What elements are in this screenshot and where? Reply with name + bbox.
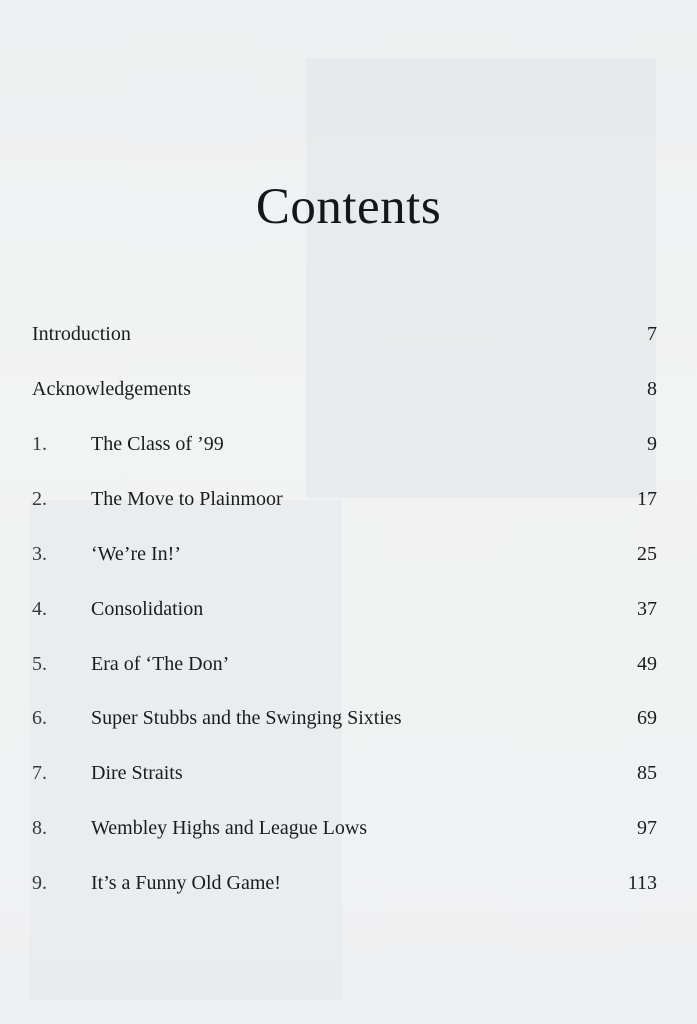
- toc-entry-chapter-9[interactable]: [0, 872, 697, 902]
- toc-entry-page: 8: [647, 378, 657, 400]
- toc-entry-introduction[interactable]: [0, 323, 697, 353]
- toc-entry-page: 113: [627, 872, 657, 894]
- toc-entry-label: The Class of ’99: [91, 433, 224, 455]
- toc-entry-chapter-1[interactable]: [0, 433, 697, 463]
- show-through-cover: [30, 500, 342, 1000]
- toc-entry-chapter-3[interactable]: [0, 543, 697, 573]
- toc-entry-label: ‘We’re In!’: [91, 543, 181, 565]
- toc-entry-chapter-4[interactable]: [0, 598, 697, 628]
- toc-entry-label: Introduction: [32, 323, 131, 345]
- toc-entry-page: 37: [637, 598, 657, 620]
- toc-entry-number: 6.: [32, 707, 47, 729]
- toc-entry-page: 69: [637, 707, 657, 729]
- toc-entry-page: 17: [637, 488, 657, 510]
- toc-entry-label: Consolidation: [91, 598, 204, 620]
- toc-entry-page: 97: [637, 817, 657, 839]
- toc-entry-acknowledgements[interactable]: [0, 378, 697, 408]
- toc-entry-number: 9.: [32, 872, 47, 894]
- toc-entry-label: Super Stubbs and the Swinging Sixties: [91, 707, 402, 729]
- toc-entry-page: 85: [637, 762, 657, 784]
- toc-entry-number: 7.: [32, 762, 47, 784]
- show-through-image: [306, 58, 656, 498]
- toc-entry-chapter-7[interactable]: [0, 762, 697, 792]
- toc-entry-number: 4.: [32, 598, 47, 620]
- toc-entry-label: Wembley Highs and League Lows: [91, 817, 368, 839]
- toc-entry-number: 3.: [32, 543, 47, 565]
- toc-entry-page: 7: [647, 323, 657, 345]
- toc-entry-chapter-8[interactable]: [0, 817, 697, 847]
- toc-entry-label: Acknowledgements: [32, 378, 191, 400]
- page-title: Contents: [255, 179, 442, 235]
- toc-entry-label: The Move to Plainmoor: [91, 488, 283, 510]
- toc-entry-chapter-2[interactable]: [0, 488, 697, 518]
- toc-entry-chapter-6[interactable]: [0, 707, 697, 737]
- toc-entry-label: Era of ‘The Don’: [91, 653, 230, 675]
- toc-entry-number: 2.: [32, 488, 47, 510]
- toc-entry-label: Dire Straits: [91, 762, 183, 784]
- toc-entry-number: 5.: [32, 653, 47, 675]
- toc-entry-number: 1.: [32, 433, 47, 455]
- toc-entry-label: It’s a Funny Old Game!: [91, 872, 281, 894]
- toc-entry-page: 25: [637, 543, 657, 565]
- toc-entry-page: 49: [637, 653, 657, 675]
- toc-entry-number: 8.: [32, 817, 47, 839]
- toc-entry-chapter-5[interactable]: [0, 653, 697, 683]
- toc-entry-page: 9: [647, 433, 657, 455]
